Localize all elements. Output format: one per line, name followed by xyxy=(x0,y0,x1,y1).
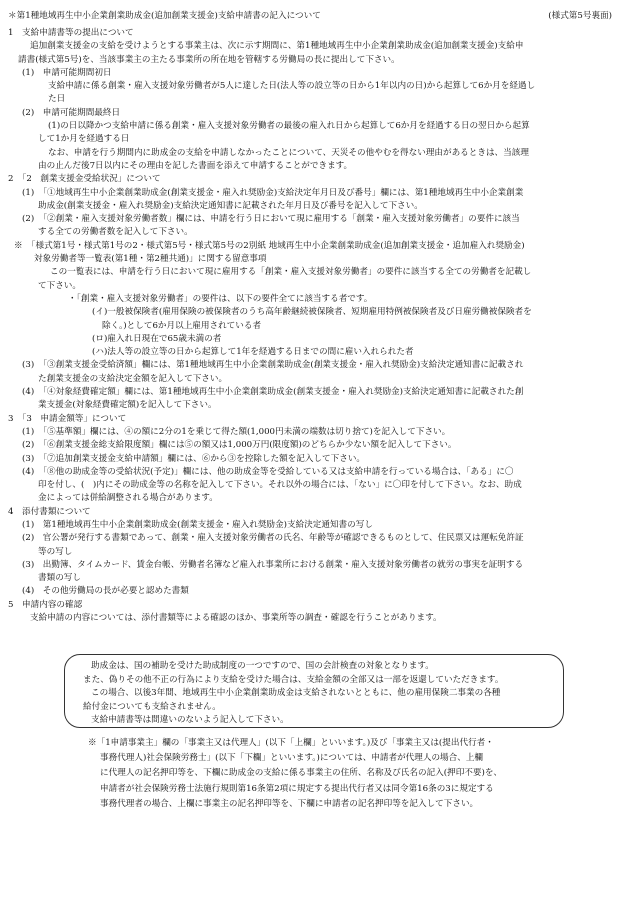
text-line: 等の写し xyxy=(38,546,73,557)
notice-line: 給付金についても支給されません。 xyxy=(83,701,221,712)
notice-line: 助成金は、国の補助を受けた助成制度の一つですので、国の会計検査の対象となります。 xyxy=(91,661,434,671)
text-line: して1か月を経過する日 xyxy=(38,134,130,145)
text-line: 支給申請の内容については、添付書類等による確認のほか、事業所等の調査・確認を行うことがあります。 xyxy=(30,613,442,624)
text-line: て下さい。 xyxy=(38,280,81,291)
text-line: 業支援金(対象経費確定額)を記入して下さい。 xyxy=(38,400,217,411)
footnote-line: 申請者が社会保険労務士法施行規則第16条第2項に規定する提出代行者又は同令第16条の3に規定する xyxy=(100,783,494,794)
text-line: ※ 「様式第1号・様式第1号の2・様式第5号・様式第5号の2別紙 地域再生中小企業創業助成金(追加創業支援金・追加雇入れ奨励金) xyxy=(14,240,525,251)
text-line: (2) 「②創業・雇入支援対象労働者数」欄には、申請を行う日において現に雇用する「創業・雇入支援対象労働者」の要件に該当 xyxy=(22,214,520,225)
text-line: 2 「2 創業支援金受給状況」について xyxy=(8,174,161,185)
document-title: ＊第1種地域再生中小企業創業助成金(追加創業支援金)支給申請書の記入について xyxy=(8,11,321,21)
text-line: 請書(様式第5号)を、当該事業主の主たる事業所の所在地を管轄する労働局の長に提出して下さい。 xyxy=(18,54,400,65)
text-line: する全ての労働者数を記入して下さい。 xyxy=(38,227,193,238)
text-line: 書類の写し xyxy=(38,573,81,584)
document-header xyxy=(8,10,612,24)
footnote-line: 事務代理者の場合、上欄に事業主の記名押印等を、下欄に申請者の記名押印等を記入して下さい。 xyxy=(100,798,479,809)
text-line: (1) 第1種地域再生中小企業創業助成金(創業支援金・雇入れ奨励金)支給決定通知書の写し xyxy=(22,519,373,530)
text-line: た創業支援金の支給決定金額を記入して下さい。 xyxy=(38,373,228,384)
text-line: 4 添付書類について xyxy=(8,506,91,517)
footnote-line: ※「1申請事業主」欄の「事業主又は代理人」(以下「上欄」といいます。)及び「事業主又は(提出代行者・ xyxy=(88,738,494,748)
notice-line: この場合、以後3年間、地域再生中小企業創業助成金は支給されないとともに、他の雇用保険二事業の各種 xyxy=(91,688,501,699)
form-number: (様式第5号裏面) xyxy=(548,11,612,21)
text-line: (4) 「⑧他の助成金等の受給状況(予定)」欄には、他の助成金等を受給している又は支給申請を行っている場合は、「ある」に〇 xyxy=(22,466,514,477)
text-line: (1) 申請可能期間初日 xyxy=(22,67,112,78)
text-line: (4) 「④対象経費確定額」欄には、第1種地域再生中小企業創業助成金(創業支援金・雇入れ奨励金)支給決定通知書に記載された創 xyxy=(22,387,524,398)
text-line: ・「創業・雇入支援対象労働者」の要件は、以下の要件全てに該当する者です。 xyxy=(68,293,373,304)
text-line: (ロ)雇入れ日現在で65歳未満の者 xyxy=(92,333,222,344)
text-line: 助成金(創業支援金・雇入れ奨励金)支給決定通知書に記載された年月日及び番号を記入して下さい。 xyxy=(38,200,423,211)
instruction-body xyxy=(8,27,614,625)
text-line: 由の止んだ後7日以内にその理由を記した書面を添えて申請することができます。 xyxy=(38,160,353,171)
text-line: (3) 出勤簿、タイムカード、賃金台帳、労働者名簿など雇入れ事業所における創業・雇入支援対象労働者の就労の事実を証明する xyxy=(22,559,524,570)
text-line: (2) 「⑥創業支援金総支給限度額」欄には⑤の額又は1,000万円(限度額)のどちらか少ない額を記入して下さい。 xyxy=(22,440,457,451)
text-line: (2) 申請可能期間最終日 xyxy=(22,107,121,118)
text-line: 5 申請内容の確認 xyxy=(8,599,83,610)
text-line: 対象労働者等一覧表(第1種・第2種共通)」に関する留意事項 xyxy=(34,254,267,265)
text-line: た日 xyxy=(48,94,66,105)
notice-line: 支給申請書等は間違いのないよう記入して下さい。 xyxy=(91,715,289,726)
text-line: (2) 官公署が発行する書類であって、創業・雇入支援対象労働者の氏名、年齢等が確認できるものとして、住民票又は運転免許証 xyxy=(22,533,524,544)
text-line: (ハ)法人等の設立等の日から起算して1年を経過する日までの間に雇い入れられた者 xyxy=(92,347,414,358)
text-line: (1)の日以降かつ支給申請に係る創業・雇入支援対象労働者の最後の雇入れ日から起算して6か月を経過する日の翌日から起算 xyxy=(48,121,530,132)
footnote-line: 事務代理人)社会保険労務士」(以下「下欄」といいます。)については、申請者が代理人の場合、上欄 xyxy=(100,753,484,764)
footnote-line: に代理人の記名押印等を、下欄に助成金の支給に係る事業主の住所、名称及び氏名の記入(押印不要)を、 xyxy=(100,768,503,779)
text-line: 印を付し、( )内にその助成金等の名称を記入して下さい。それ以外の場合には、「ない」に〇印を付して下さい。なお、助成 xyxy=(38,480,522,491)
text-line: (1) 「⑤基準額」欄には、④の額に2分の1を乗じて得た額(1,000円未満の端数は切り捨て)を記入して下さい。 xyxy=(22,426,451,437)
notice-line: また、偽りその他不正の行為により支給を受けた場合は、支給金額の全部又は一部を返還していただきます。 xyxy=(83,674,504,685)
text-line: 1 支給申請書等の提出について xyxy=(8,28,134,38)
text-line: (1) 「①地域再生中小企業創業助成金(創業支援金・雇入れ奨励金)支給決定年月日及び番号」欄には、第1種地域再生中小企業創業 xyxy=(22,187,524,198)
notice-box xyxy=(64,654,564,728)
text-line: 金によっては併給調整される場合があります。 xyxy=(38,493,218,504)
footnote xyxy=(88,737,618,813)
text-line: 支給申請に係る創業・雇入支援対象労働者が5人に達した日(法人等の設立等の日から1年以内の日)から起算して6か月を経過し xyxy=(48,81,536,92)
text-line: 追加創業支援金の支給を受けようとする事業主は、次に示す期間に、第1種地域再生中小企業創業助成金(追加創業支援金)支給申 xyxy=(30,41,524,52)
text-line: この一覧表には、申請を行う日において現に雇用する「創業・雇入支援対象労働者」の要件に該当する全ての労働者を記載し xyxy=(50,267,532,278)
text-line: なお、申請を行う期間内に助成金の支給を申請しなかったことについて、天災その他やむを得ない理由があるときは、当該理 xyxy=(48,147,529,158)
text-line: (3) 「③創業支援金受給済額」欄には、第1種地域再生中小企業創業助成金(創業支援金・雇入れ奨励金)支給決定通知書に記載され xyxy=(22,360,524,371)
text-line: 3 「3 申請金額等」について xyxy=(8,413,127,424)
text-line: (3) 「⑦追加創業支援金支給申請額」欄には、⑥から③を控除した額を記入して下さい。 xyxy=(22,453,366,464)
text-line: (4) その他労働局の長が必要と認めた書類 xyxy=(22,586,189,597)
text-line: 除く。)として6か月以上雇用されている者 xyxy=(102,320,262,331)
text-line: (イ)一般被保険者(雇用保険の被保険者のうち高年齢継続被保険者、短期雇用特例被保険者及び日雇労働被保険者を xyxy=(92,307,532,318)
